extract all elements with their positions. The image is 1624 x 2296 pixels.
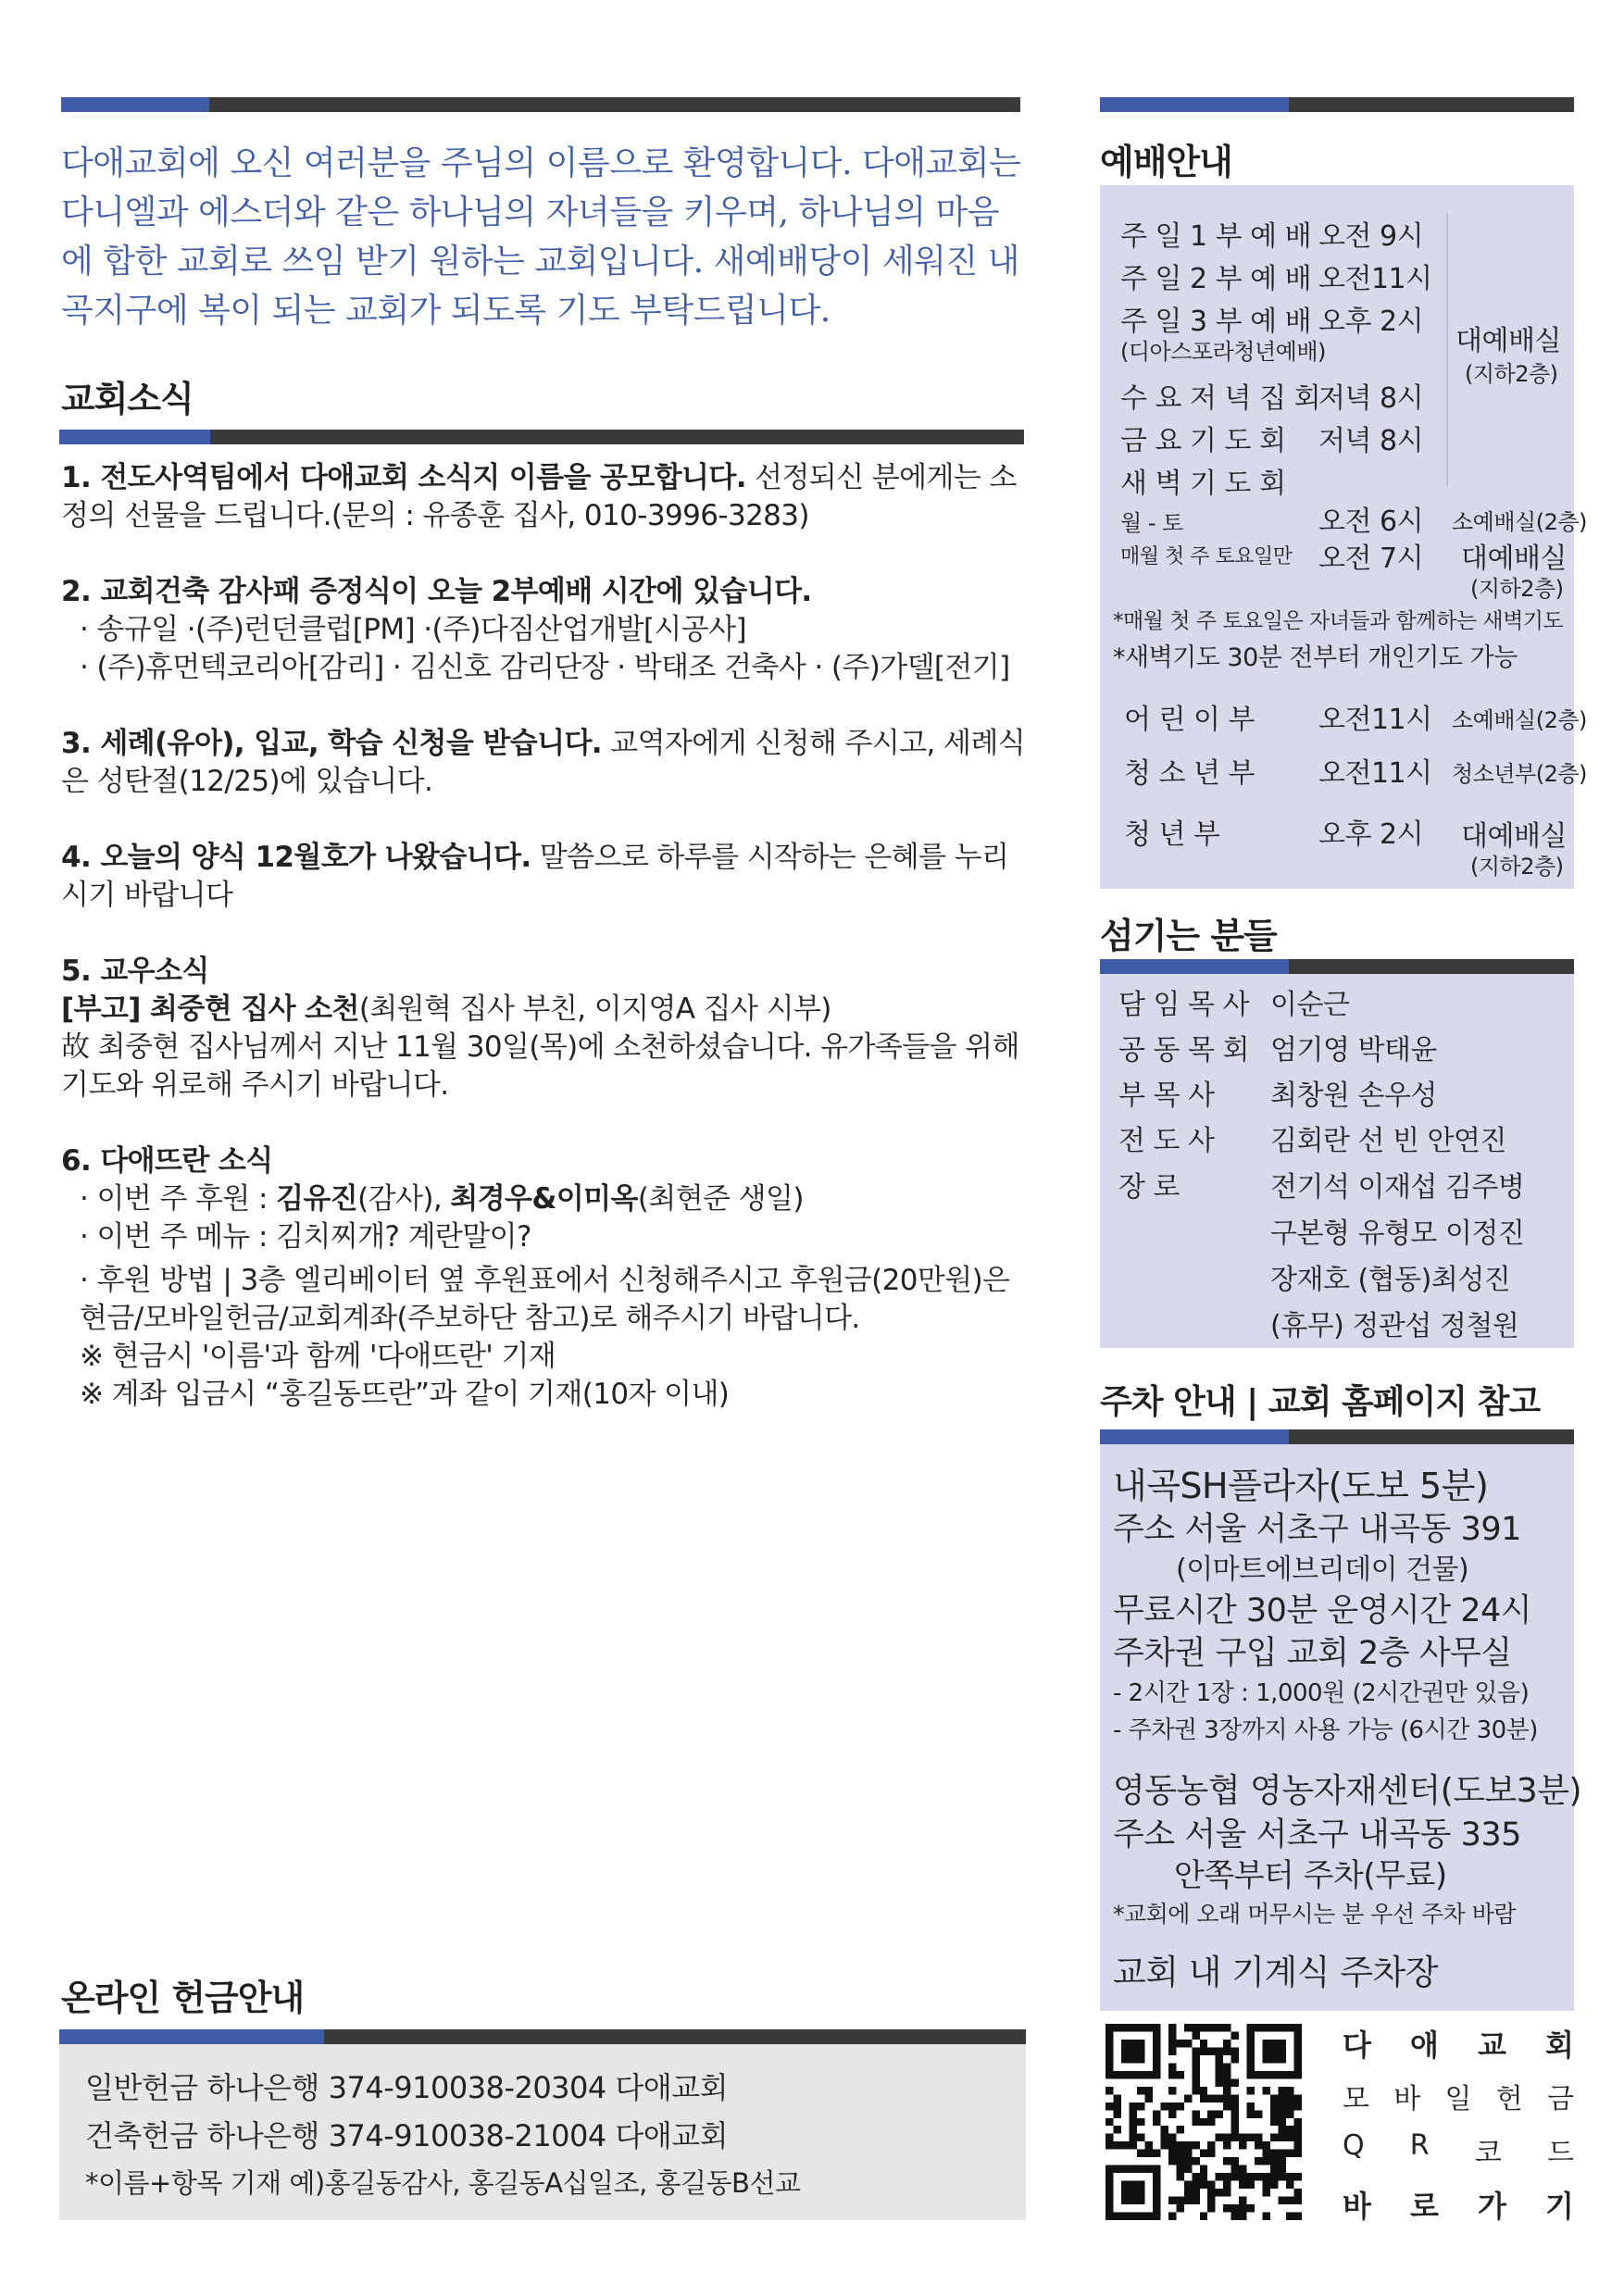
dept-place: 대예배실	[1461, 820, 1567, 853]
qr-char: 애	[1410, 2028, 1439, 2063]
servers-box	[1100, 974, 1574, 1348]
dept-place: 소예배실(2층)	[1452, 707, 1587, 733]
news-item-2-line-1: · 송규일 ·(주)런던클럽[PM] ·(주)다짐산업개발[시공사]	[80, 613, 746, 646]
dawn-saturday-place: 대예배실	[1461, 543, 1567, 575]
parking-box	[1100, 1444, 1582, 2011]
news-item-4	[61, 839, 1029, 915]
offering-box	[59, 2044, 1026, 2220]
news-heading: 교회소식	[61, 379, 194, 419]
dept-name: 청 소 년 부	[1124, 757, 1255, 790]
dawn-saturday-label: 매월 첫 주 토요일만	[1120, 545, 1293, 568]
news-item-2	[61, 573, 1029, 687]
parking-1-address: 주소 서울 서초구 내곡동 391	[1113, 1511, 1521, 1548]
dawn-weekday-time: 오전 6시	[1318, 505, 1424, 538]
news-item-2-line-2: · (주)휴먼텍코리아[감리] · 김신호 감리단장 · 박태조 건축사 · (주)가델[전기]	[80, 651, 1010, 684]
parking-2-address: 주소 서울 서초구 내곡동 335	[1113, 1816, 1521, 1853]
server-role: 공 동 목 회	[1118, 1034, 1250, 1067]
building-offering-account: 건축헌금 하나은행 374-910038-21004 다애교회	[85, 2118, 729, 2153]
news-item-6-title: 6. 다애뜨란 소식	[61, 1144, 273, 1178]
parking-1-note-2: - 주차권 3장까지 사용 가능 (6시간 30분)	[1113, 1716, 1538, 1744]
dept-place-floor: (지하2층)	[1470, 854, 1564, 880]
offering-heading: 온라인 헌금안내	[61, 1978, 305, 2018]
menu-line: · 이번 주 메뉴 : 김치찌개? 계란말이?	[80, 1220, 531, 1254]
servers-heading: 섬기는 분들	[1100, 916, 1277, 956]
worship-divider-line	[1446, 213, 1448, 486]
sponsor-name-2: 최경우&이미옥	[450, 1182, 638, 1216]
dept-time: 오전11시	[1318, 757, 1432, 790]
worship-row-sub: (디아스포라청년예배)	[1120, 339, 1326, 365]
qr-text-line-4[interactable]	[1343, 2183, 1574, 2226]
worship-row-time: 저녁 8시	[1318, 382, 1424, 415]
news-item-1-body: 선정되신 분에게는 소정의 선물을 드립니다.(문의 : 유종훈 집사, 010-3996-3283)	[61, 461, 1017, 532]
server-role: 전 도 사	[1118, 1125, 1215, 1157]
parking-2-address-detail: 안쪽부터 주차(무료)	[1174, 1857, 1447, 1894]
qr-char: 코	[1474, 2137, 1502, 2169]
news-item-6	[61, 1142, 1029, 1414]
main-hall-floor: (지하2층)	[1465, 361, 1558, 387]
parking-1-hours: 무료시간 30분 운영시간 24시	[1113, 1592, 1532, 1629]
news-item-2-title: 2. 교회건축 감사패 증정식이 오늘 2부예배 시간에 있습니다.	[61, 575, 812, 608]
qr-text-line-1	[1343, 2022, 1574, 2065]
news-list	[61, 459, 1029, 1452]
cash-note: ※ 현금시 '이름'과 함께 '다애뜨란' 기재	[80, 1340, 556, 1373]
dawn-note-2: *새벽기도 30분 전부터 개인기도 가능	[1113, 643, 1518, 672]
parking-2-title: 영동농협 영농자재센터(도보3분)	[1113, 1772, 1582, 1810]
worship-row-name: 주 일 1 부 예 배	[1120, 220, 1312, 253]
dept-name: 어 린 이 부	[1124, 704, 1255, 736]
parking-1-title: 내곡SH플라자(도보 5분)	[1113, 1466, 1489, 1506]
qr-text-line-3	[1343, 2129, 1574, 2170]
top-left-divider	[61, 97, 1020, 112]
worship-row-time: 오전11시	[1318, 263, 1432, 295]
qr-char: 헌	[1495, 2083, 1523, 2115]
welcome-message: 다애교회에 오신 여러분을 주님의 이름으로 환영합니다. 다애교회는 다니엘과 에스더와 같은 하나님의 자녀들을 키우며, 하나님의 마음에 합한 교회로 쓰임 받기 원하는 교회입니다. 새예배당이 세워진 내곡지구에 복이 되는 교회가 되도록 기도 부탁드립니다.	[61, 144, 1021, 330]
news-item-1-title: 1. 전도사역팀에서 다애교회 소식지 이름을 공모합니다.	[61, 461, 746, 494]
worship-row-name: 주 일 3 부 예 배	[1120, 306, 1312, 338]
sponsor-line	[61, 1180, 1029, 1218]
worship-heading: 예배안내	[1100, 142, 1232, 182]
dawn-saturday-time: 오전 7시	[1318, 543, 1424, 575]
sponsor-label: · 이번 주 후원 :	[80, 1182, 277, 1216]
obituary-title: [부고] 최중현 집사 소천	[61, 992, 359, 1026]
server-names: 최창원 손우성	[1270, 1079, 1437, 1112]
worship-box	[1100, 185, 1587, 889]
qr-char: 일	[1444, 2083, 1472, 2115]
parking-heading: 주차 안내 | 교회 홈페이지 참고	[1100, 1383, 1541, 1421]
parking-2-note: *교회에 오래 머무시는 분 우선 주차 바람	[1113, 1901, 1517, 1928]
dawn-note-1: *매월 첫 주 토요일은 자녀들과 함께하는 새벽기도	[1113, 609, 1564, 633]
worship-row-time: 오전 9시	[1318, 220, 1424, 253]
dawn-saturday-floor: (지하2층)	[1470, 576, 1564, 602]
qr-char: Q	[1343, 2129, 1365, 2162]
qr-char: 교	[1478, 2028, 1506, 2063]
dept-time: 오전11시	[1318, 704, 1432, 736]
qr-char: 드	[1546, 2137, 1574, 2169]
account-note: ※ 계좌 입금시 “홍길동뜨란”과 같이 기재(10자 이내)	[80, 1378, 730, 1411]
parking-1-address-detail: (이마트에브리데이 건물)	[1176, 1554, 1469, 1586]
offering-divider	[59, 2029, 1026, 2044]
parking-divider	[1100, 1429, 1574, 1444]
qr-char: R	[1409, 2129, 1430, 2162]
parking-1-ticket: 주차권 구입 교회 2층 사무실	[1113, 1635, 1512, 1672]
worship-row-time: 저녁 8시	[1318, 425, 1424, 457]
sponsor-method: · 후원 방법 | 3층 엘리베이터 옆 후원표에서 신청해주시고 후원금(20만원)은 현금/모바일헌금/교회계좌(주보하단 참고)로 해주시기 바랍니다.	[80, 1264, 1010, 1335]
qr-char: 로	[1410, 2189, 1439, 2224]
news-item-3	[61, 725, 1029, 801]
qr-code[interactable]	[1106, 2024, 1302, 2220]
worship-row-name: 수 요 저 녁 집 회	[1120, 382, 1321, 415]
servers-divider	[1100, 959, 1574, 974]
obituary-relations: (최원혁 집사 부친, 이지영A 집사 시부)	[358, 992, 831, 1026]
sponsor-name-1: 김유진	[276, 1182, 358, 1216]
news-divider	[59, 430, 1024, 444]
dept-time: 오후 2시	[1318, 818, 1424, 851]
qr-char: 회	[1545, 2028, 1574, 2063]
dawn-weekday-label: 월 - 토	[1120, 510, 1183, 536]
qr-char: 금	[1547, 2083, 1574, 2115]
news-item-3-title: 3. 세례(유아), 입교, 학습 신청을 받습니다.	[61, 727, 602, 760]
dawn-weekday-place: 소예배실(2층)	[1452, 509, 1587, 535]
server-names: 김회란 선 빈 안연진	[1270, 1125, 1506, 1157]
news-item-4-title: 4. 오늘의 양식 12월호가 나왔습니다.	[61, 841, 531, 874]
server-names: 전기석 이재섭 김주병	[1270, 1171, 1525, 1204]
news-item-3-body: 교역자에게 신청해 주시고, 세례식은 성탄절(12/25)에 있습니다.	[61, 727, 1026, 798]
worship-row-name: 금 요 기 도 회	[1120, 425, 1286, 457]
general-offering-account: 일반헌금 하나은행 374-910038-20304 다애교회	[85, 2070, 729, 2105]
worship-row-name: 새 벽 기 도 회	[1120, 468, 1286, 500]
server-names: 이순근	[1270, 989, 1350, 1021]
qr-text-line-2	[1343, 2076, 1574, 2116]
offering-note: *이름+항목 기재 예)홍길동감사, 홍길동A십일조, 홍길동B선교	[85, 2167, 801, 2199]
server-names: (휴무) 정관섭 정철원	[1270, 1310, 1519, 1342]
news-item-5	[61, 953, 1029, 1104]
obituary-body: 故 최중현 집사님께서 지난 11월 30일(목)에 소천하셨습니다. 유가족들을 위해 기도와 위로해 주시기 바랍니다.	[61, 1030, 1019, 1102]
qr-char: 모	[1343, 2083, 1369, 2115]
dept-name: 청 년 부	[1124, 818, 1220, 851]
server-names: 구본형 유형모 이정진	[1270, 1217, 1525, 1250]
main-hall-label: 대예배실	[1455, 325, 1561, 357]
parking-3-title: 교회 내 기계식 주차장	[1113, 1953, 1438, 1992]
server-role: 장 로	[1118, 1171, 1180, 1204]
qr-char: 바	[1393, 2083, 1421, 2115]
server-role: 담 임 목 사	[1118, 989, 1250, 1021]
worship-row-time: 오후 2시	[1318, 306, 1424, 338]
news-item-5-title: 5. 교우소식	[61, 955, 209, 988]
worship-row-name: 주 일 2 부 예 배	[1120, 263, 1312, 295]
qr-char: 가	[1478, 2189, 1506, 2224]
server-names: 엄기영 박태윤	[1270, 1034, 1437, 1067]
qr-char: 다	[1343, 2028, 1371, 2063]
news-item-4-body: 말씀으로 하루를 시작하는 은혜를 누리시기 바랍니다	[61, 841, 1009, 912]
qr-char: 바	[1343, 2189, 1371, 2224]
dept-place: 청소년부(2층)	[1452, 761, 1587, 787]
news-item-1	[61, 459, 1029, 535]
server-role: 부 목 사	[1118, 1079, 1215, 1112]
server-names: 장재호 (협동)최성진	[1270, 1264, 1511, 1296]
sponsor-reason-2: (최현준 생일)	[637, 1182, 804, 1216]
parking-1-note-1: - 2시간 1장 : 1,000원 (2시간권만 있음)	[1113, 1679, 1530, 1707]
qr-char: 기	[1545, 2189, 1574, 2224]
top-right-divider	[1100, 97, 1574, 112]
sponsor-reason-1: (감사),	[357, 1182, 451, 1216]
